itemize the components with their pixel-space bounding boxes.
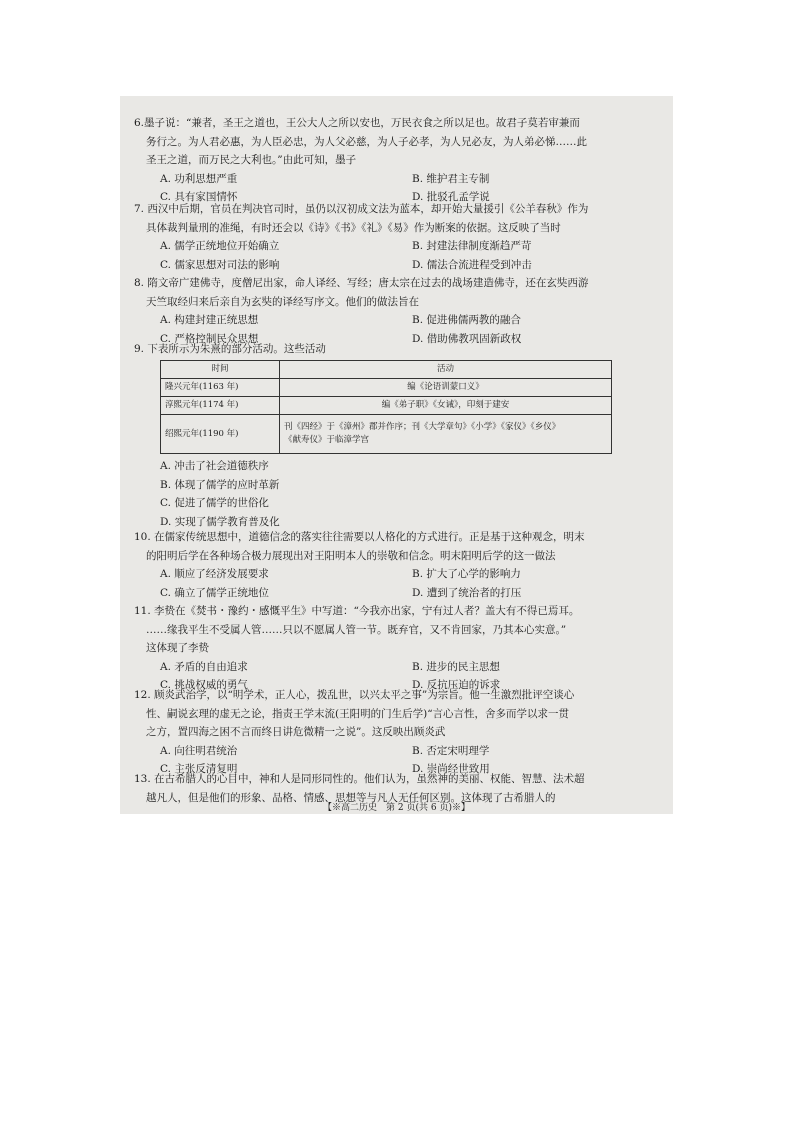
table-cell: 隆兴元年(1163 年) [161,379,280,397]
option-d: D. 反抗压迫的诉求 [412,679,501,691]
option-c: C. 严格控制民众思想 [160,332,259,345]
question-stem: 7. 西汉中后期，官员在判决官司时，虽仍以汉初成文法为蓝本，却开始大量援引《公羊春秋》作为 [134,203,589,215]
option-a: A. 顺应了经济发展要求 [160,568,269,580]
option-a: A. 冲击了社会道德秩序 [160,460,269,472]
option-d: D. 实现了儒学教育普及化 [160,515,280,528]
question-8 [134,274,663,348]
table-cell: 编《论语训蒙口义》 [280,379,612,397]
question-stem: 的阳明后学在各种场合极力展现出对王阳明本人的崇敬和信念。明末阳明后学的这一做法 [146,549,556,562]
option-b: B. 封建法律制度渐趋严苛 [412,240,532,252]
table-cell [280,415,612,454]
option-d: D. 儒法合流进程受到冲击 [412,258,532,271]
question-stem: 性、嗣说玄理的虚无之论，指责王学末流(王阳明的门生后学)“言心言性，舍多而学以求一贯 [146,707,570,720]
option-c: C. 具有家国情怀 [160,191,238,203]
option-c: C. 确立了儒学正统地位 [160,586,269,599]
option-b: B. 否定宋明理学 [412,744,490,757]
option-d: D. 崇尚经世致用 [412,763,490,775]
question-stem: 具体裁判量刑的准绳，有时还会以《诗》《书》《礼》《易》作为断案的依据。这反映了当时 [146,221,561,234]
option-a: A. 向往明君统治 [160,744,238,757]
activity-table [160,360,612,454]
question-9 [134,340,663,359]
option-d: D. 借助佛教巩固新政权 [412,332,522,345]
table-header-row [161,361,612,379]
table-cell: 编《弟子职》《女诫》，印刻于建安 [280,397,612,415]
table-row [161,397,612,415]
option-a: A. 功利思想严重 [160,172,238,185]
exam-page [120,96,673,814]
question-stem: 越凡人，但是他们的形象、品格、情感、思想等与凡人无任何区别。这体现了古希腊人的 [146,791,556,804]
table-cell-line: 《献寿仪》于临漳学宫 [284,435,370,445]
question-stem: ……缘我平生不受属人管……只以不愿属人管一节。既弃官，又不肯回家，乃其本心实意。” [146,623,567,636]
table-cell-line: 刊《四经》于《漳州》郡并作序；刊《大学章句》《小学》《家仪》《乡仪》 [284,422,561,432]
option-d: D. 批驳孔孟学说 [412,191,490,203]
question-stem: 6.墨子说：“兼者，圣王之道也，王公大人之所以安也，万民衣食之所以足也。故君子莫若审兼而 [134,117,580,129]
table-row [161,379,612,397]
option-c: C. 挑战权威的勇气 [160,679,248,691]
question-9-options [134,457,663,531]
column-header: 时间 [161,361,280,379]
question-stem: 13. 在古希腊人的心目中，神和人是同形同性的。他们认为，虽然神的美丽、权能、智慧、法术超 [134,773,585,785]
question-stem: 务行之。为人君必惠，为人臣必忠，为人父必慈，为人子必孝，为人兄必友，为人弟必悌……此 [146,135,587,148]
option-c: C. 儒家思想对司法的影响 [160,258,280,271]
question-7 [134,200,663,274]
column-header: 活动 [280,361,612,379]
question-stem: 9. 下表所示为朱熹的部分活动。这些活动 [134,343,326,355]
option-a: A. 构建封建正统思想 [160,314,259,326]
question-stem: 8. 隋文帝广建佛寺，度僧尼出家，命人译经、写经；唐太宗在过去的战场建造佛寺，还在玄奘西游 [134,277,589,289]
table-cell: 淳熙元年(1174 年) [161,397,280,415]
question-10 [134,528,663,602]
question-6 [134,114,663,207]
question-stem: 圣王之道，而万民之大利也。”由此可知，墨子 [146,154,357,166]
question-stem: 12. 顾炎武治学，以“明学术，正人心，拨乱世，以兴太平之事”为宗旨。他一生激烈批评空谈心 [134,689,575,701]
table-cell: 绍熙元年(1190 年) [161,415,280,454]
option-c: C. 主张反清复明 [160,763,238,775]
option-b: B. 维护君主专制 [412,172,490,185]
option-a: A. 矛盾的自由追求 [160,660,248,673]
question-12 [134,686,663,779]
option-d: D. 遭到了统治者的打压 [412,586,522,599]
question-stem: 之方，置四海之困不言而终日讲危微精一之说”。这反映出顾炎武 [146,726,446,738]
question-stem: 10. 在儒家传统思想中，道德信念的落实往往需要以人格化的方式进行。正是基于这种观念，明末 [134,531,585,543]
page-footer: 【※高二历史 第 2 页(共 6 页)※】 [323,803,470,813]
table-row [161,415,612,454]
option-c: C. 促进了儒学的世俗化 [160,497,269,509]
question-stem: 天竺取经归来后亲自为玄奘的译经写序文。他们的做法旨在 [146,295,419,308]
question-stem: 这体现了李贽 [146,642,209,654]
option-b: B. 进步的民主思想 [412,660,500,673]
question-stem: 11. 李贽在《焚书・豫约・感慨平生》中写道：“今我亦出家，宁有过人者？盖大有不得已焉耳。 [134,605,580,617]
option-b: B. 促进佛儒两教的融合 [412,314,521,326]
option-b: B. 体现了儒学的应时革新 [160,478,280,491]
option-b: B. 扩大了心学的影响力 [412,568,521,580]
question-11 [134,602,663,695]
option-a: A. 儒学正统地位开始确立 [160,240,280,252]
